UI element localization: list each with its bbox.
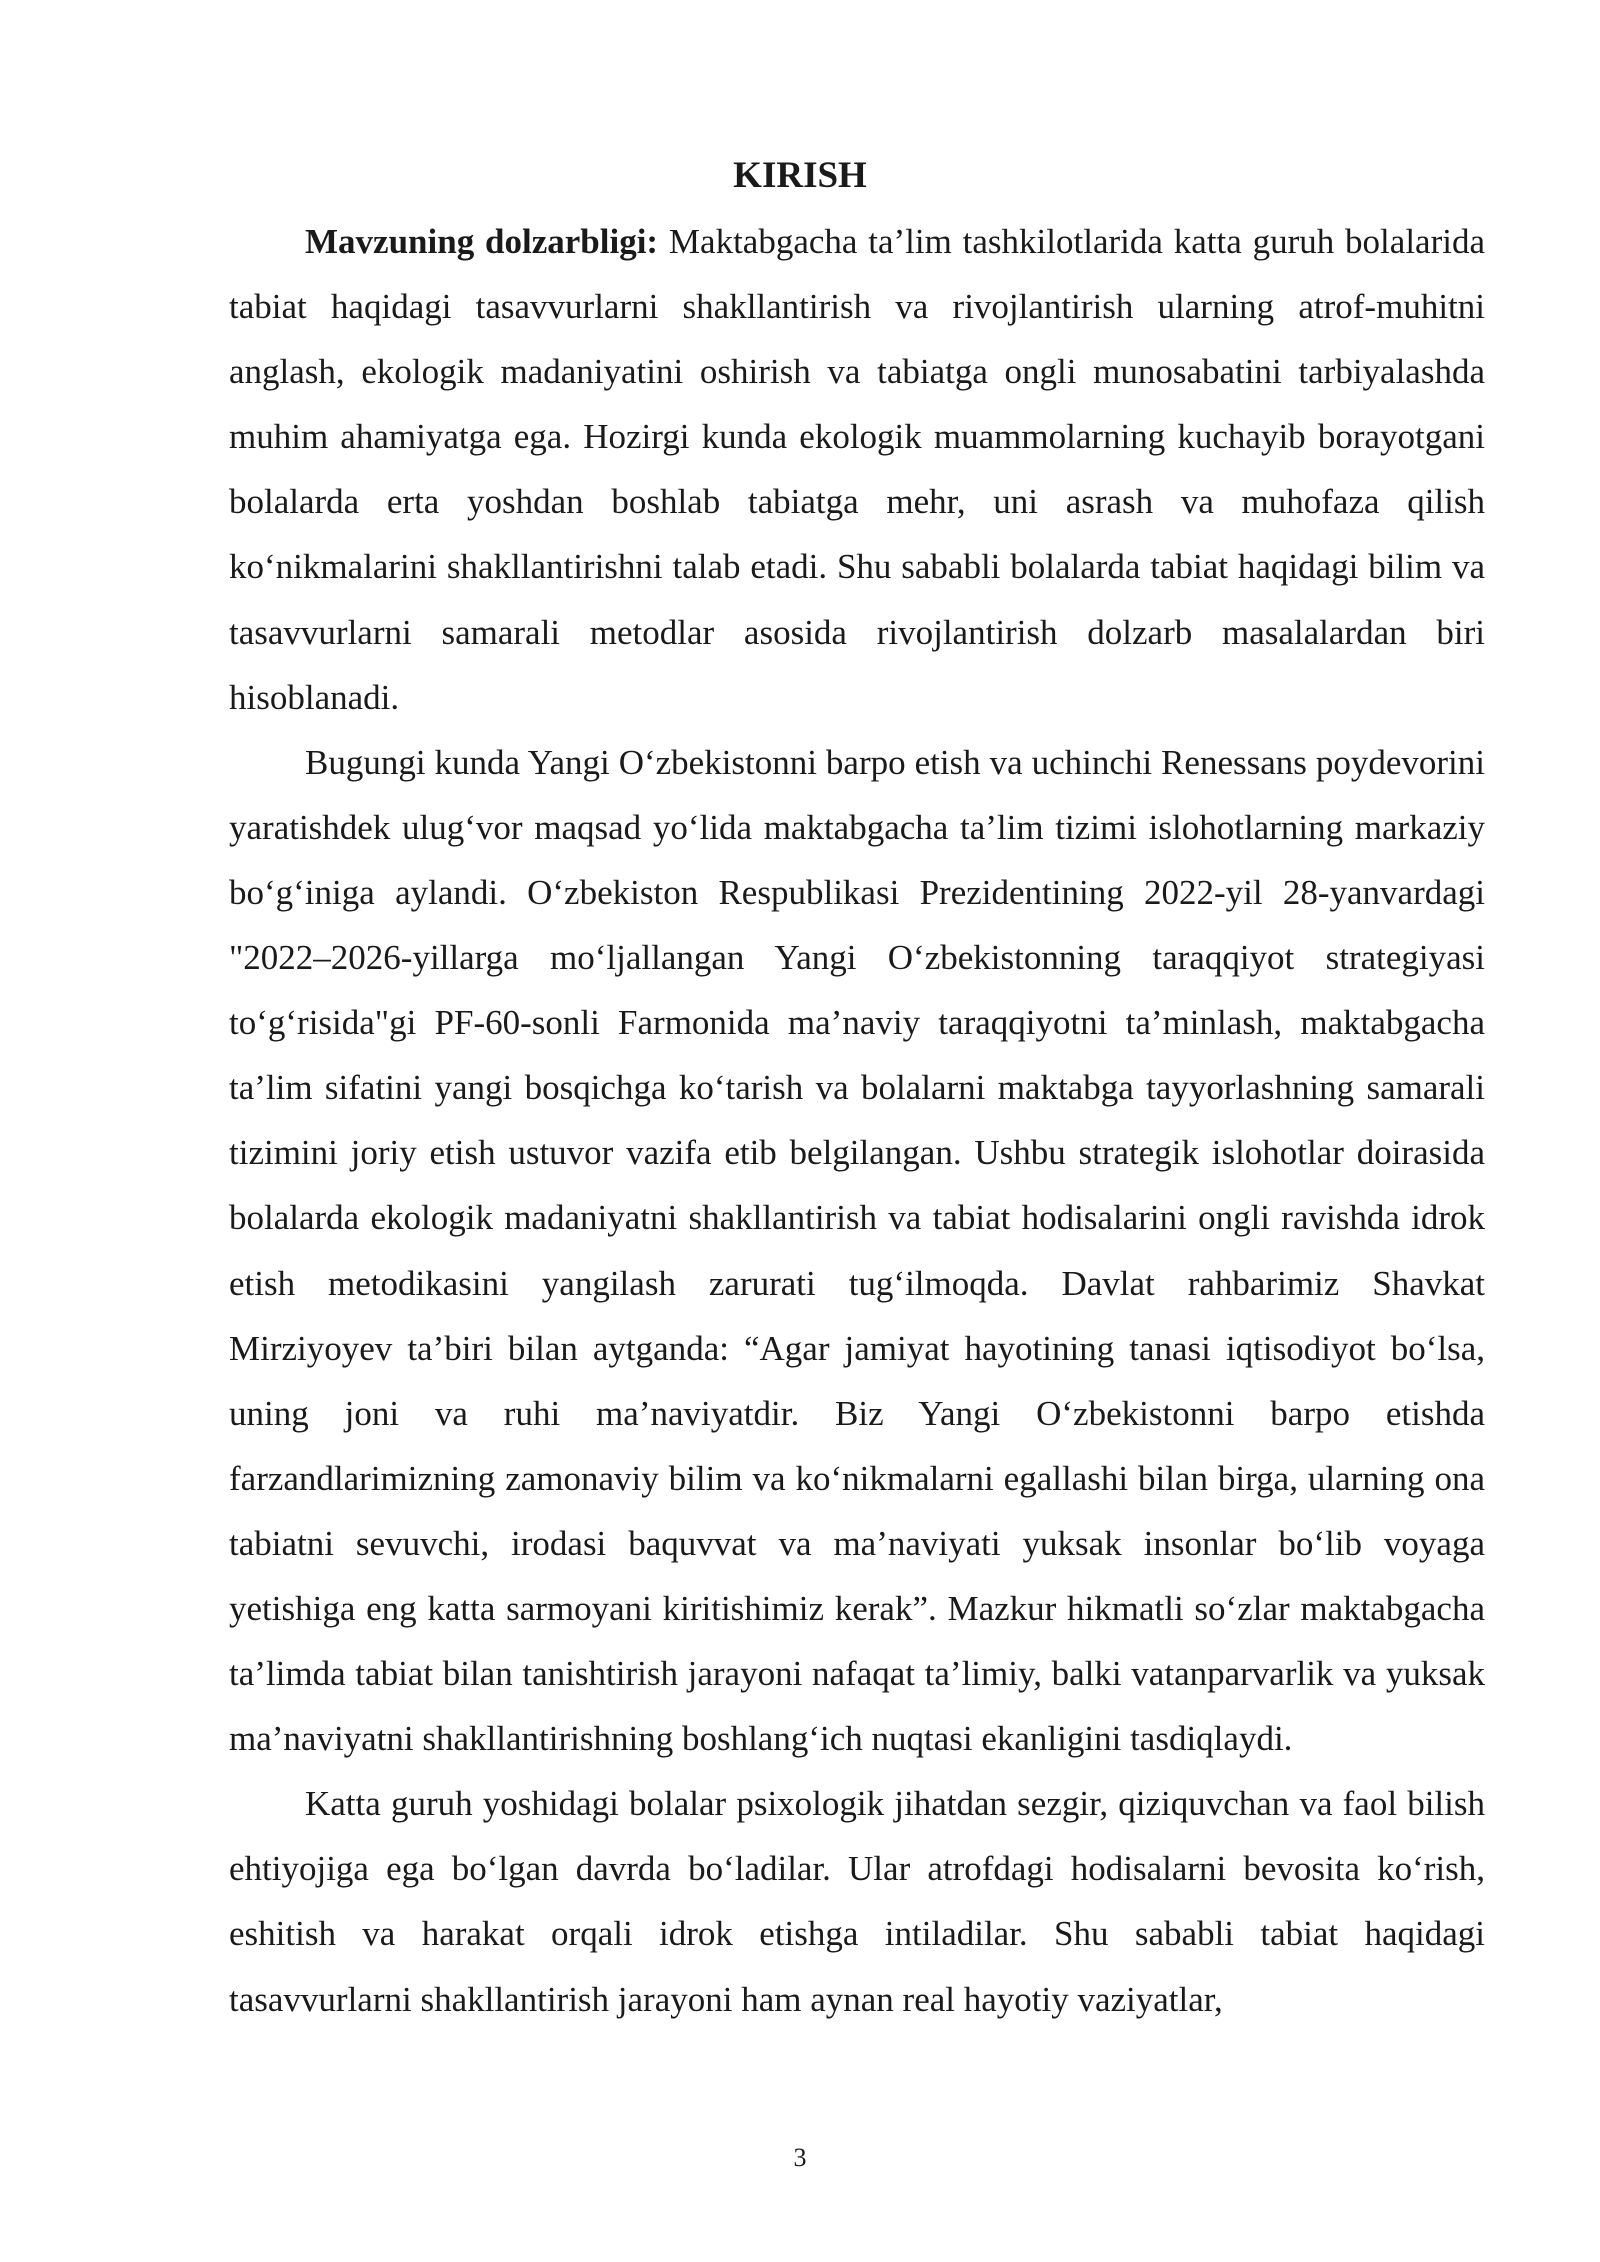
document-body <box>229 209 1485 2032</box>
paragraph-relevance <box>229 209 1485 730</box>
page-number: 3 <box>793 2143 807 2172</box>
paragraph-reforms: Bugungi kunda Yangi O‘zbekistonni barpo etish va uchinchi Renessans poydevorini yaratishdek ulug‘vor maqsad yo‘lida maktabgacha ta’lim tizimi islohotlarning markaziy bo‘g‘iniga aylandi. O‘zbekiston Respublikasi Prezidentining 2022-yil 28-yanvardagi "2022–2026-yillarga mo‘ljallangan Yangi O‘zbekistonning taraqqiyot strategiyasi to‘g‘risida"gi PF-60-sonli Farmonida ma’naviy taraqqiyotni ta’minlash, maktabgacha ta’lim sifatini yangi bosqichga ko‘tarish va bolalarni maktabga tayyorlashning samarali tizimini joriy etish ustuvor vazifa etib belgilangan. Ushbu strategik islohotlar doirasida bolalarda ekologik madaniyatni shakllantirish va tabiat hodisalarini ongli ravishda idrok etish metodikasini yangilash zarurati tug‘ilmoqda. Davlat rahbarimiz Shavkat Mirziyoyev ta’biri bilan aytganda: “Agar jamiyat hayotining tanasi iqtisodiyot bo‘lsa, uning joni va ruhi ma’naviyatdir. Biz Yangi O‘zbekistonni barpo etishda farzandlarimizning zamonaviy bilim va ko‘nikmalarni egallashi bilan birga, ularning ona tabiatni sevuvchi, irodasi baquvvat va ma’naviyati yuksak insonlar bo‘lib voyaga yetishiga eng katta sarmoyani kiritishimiz kerak”. Mazkur hikmatli so‘zlar maktabgacha ta’limda tabiat bilan tanishtirish jarayoni nafaqat ta’limiy, balki vatanparvarlik va yuksak ma’naviyatni shakllantirishning boshlang‘ich nuqtasi ekanligini tasdiqlaydi. <box>229 742 1485 1759</box>
paragraph-lead: Mavzuning dolzarbligi: <box>305 222 659 261</box>
paragraph-psychology: Katta guruh yoshidagi bolalar psixologik jihatdan sezgir, qiziquvchan va faol bilish ehtiyojiga ega bo‘lgan davrda bo‘ladilar. Ular atrofdagi hodisalarni bevosita ko‘rish, eshitish va harakat orqali idrok etishga intiladilar. Shu sababli tabiat haqidagi tasavvurlarni shakllantirish jarayoni ham aynan real hayotiy vaziyatlar, <box>229 1784 1485 2019</box>
paragraph-text: Maktabgacha ta’lim tashkilotlarida katta guruh bolalarida tabiat haqidagi tasavvurlarni shakllantirish va rivojlantirish ularning atrof-muhitni anglash, ekologik madaniyatini oshirish va tabiatga ongli munosabatini tarbiyalashda muhim ahamiyatga ega. Hozirgi kunda ekologik muammolarning kuchayib borayotgani bolalarda erta yoshdan boshlab tabiatga mehr, uni asrash va muhofaza qilish ko‘nikmalarini shakllantirishni talab etadi. Shu sababli bolalarda tabiat haqidagi bilim va tasavvurlarni samarali metodlar asosida rivojlantirish dolzarb masalalardan biri hisoblanadi. <box>229 222 1485 717</box>
page-title: KIRISH <box>733 155 867 196</box>
